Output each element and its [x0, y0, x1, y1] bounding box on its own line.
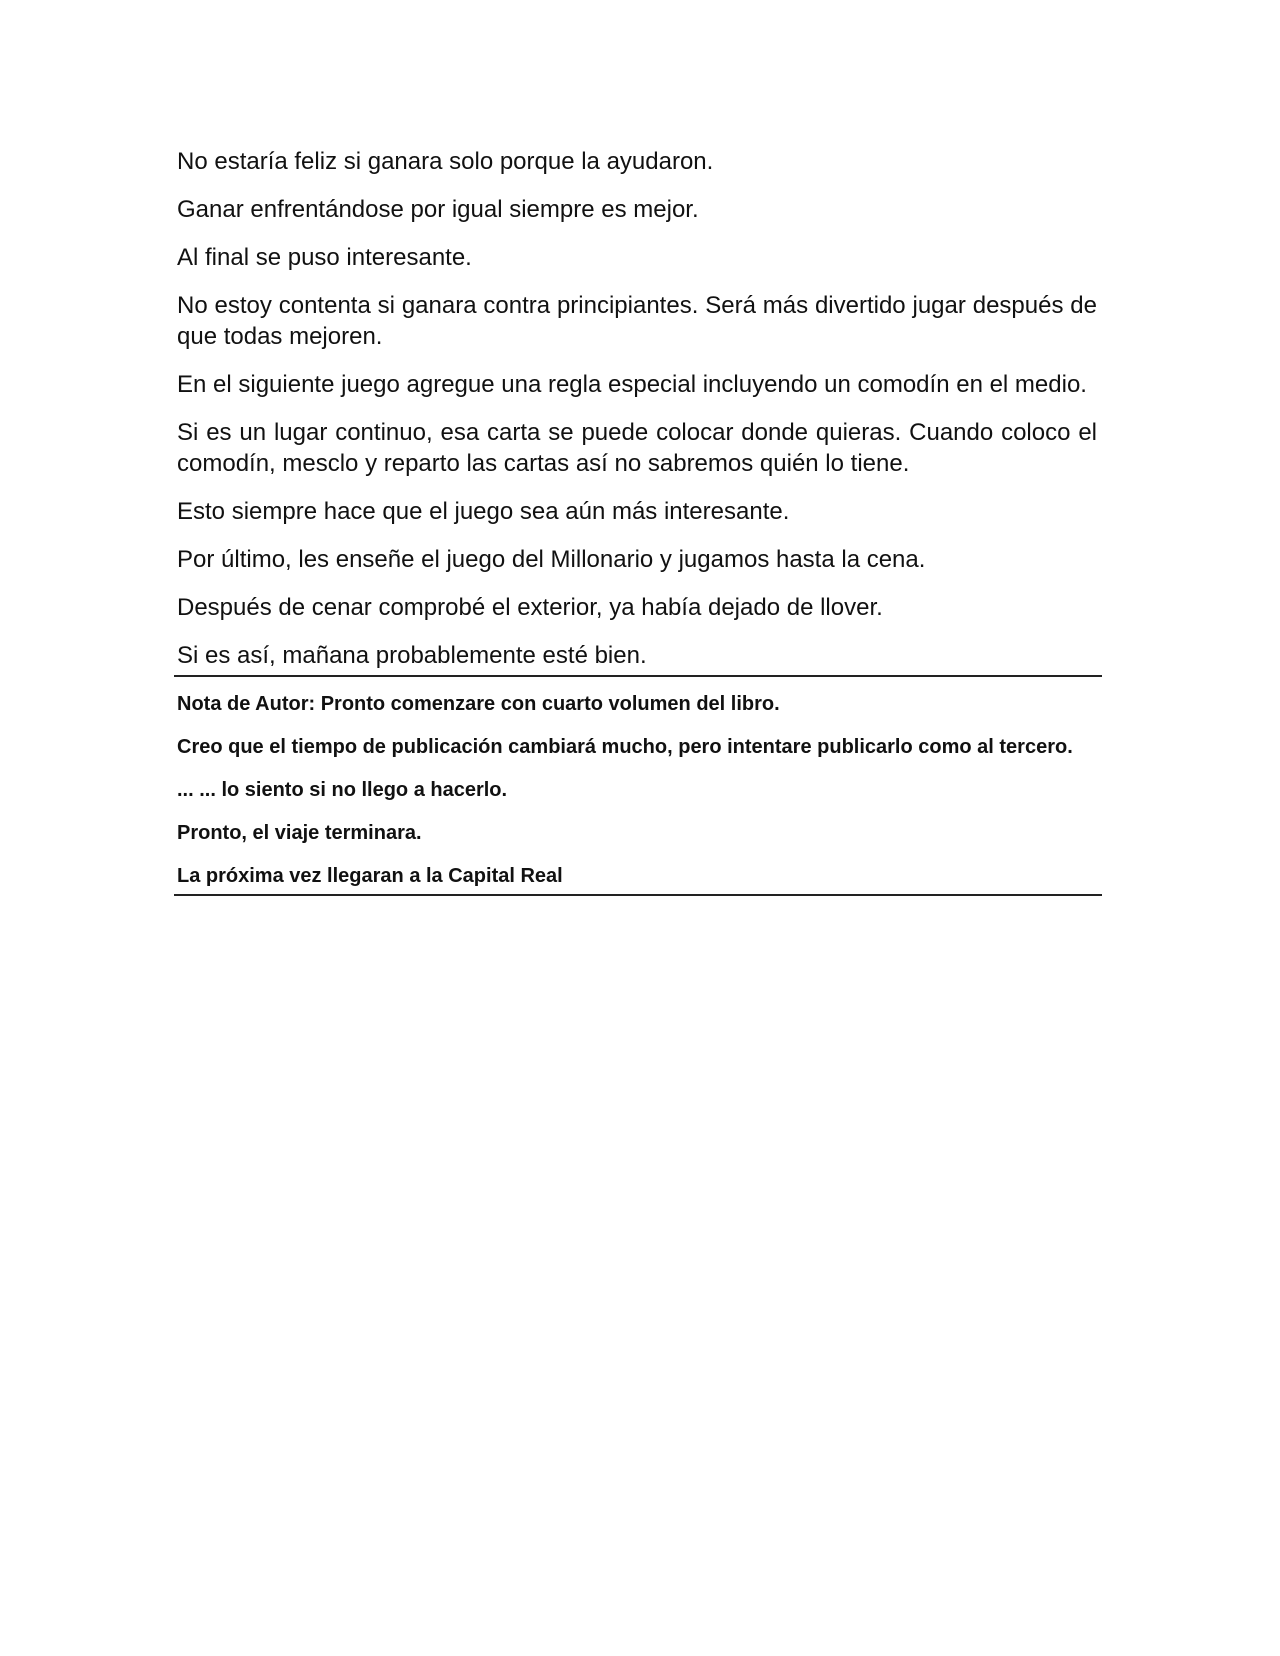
- body-paragraph-4: No estoy contenta si ganara contra principiantes. Será más divertido jugar después de que todas mejoren.: [177, 292, 1097, 350]
- author-note-line-3: ... ... lo siento si no llego a hacerlo.: [177, 779, 508, 801]
- body-paragraph-3: Al final se puso interesante.: [177, 244, 472, 271]
- page-content: [177, 146, 1097, 896]
- body-paragraph-2: Ganar enfrentándose por igual siempre es mejor.: [177, 196, 699, 223]
- author-note-line-4: Pronto, el viaje terminara.: [177, 822, 422, 844]
- body-paragraph-1: No estaría feliz si ganara solo porque la ayudaron.: [177, 148, 714, 175]
- author-note-line-5: La próxima vez llegaran a la Capital Real: [177, 865, 563, 887]
- body-paragraph-5: En el siguiente juego agregue una regla especial incluyendo un comodín en el medio.: [177, 371, 1087, 398]
- author-note-line-1: Nota de Autor: Pronto comenzare con cuarto volumen del libro.: [177, 693, 780, 715]
- body-paragraph-7: Esto siempre hace que el juego sea aún más interesante.: [177, 498, 790, 525]
- body-paragraph-6: Si es un lugar continuo, esa carta se puede colocar donde quieras. Cuando coloco el comodín, mesclo y reparto las cartas así no sabremos quién lo tiene.: [177, 419, 1097, 477]
- author-note-bottom-divider: [174, 894, 1102, 896]
- body-paragraph-10: Si es así, mañana probablemente esté bien.: [177, 642, 647, 669]
- author-note-line-2: Creo que el tiempo de publicación cambiará mucho, pero intentare publicarlo como al tercero.: [177, 736, 1073, 758]
- author-note: [177, 677, 1097, 889]
- body-paragraph-9: Después de cenar comprobé el exterior, ya había dejado de llover.: [177, 594, 883, 621]
- body-paragraph-8: Por último, les enseñe el juego del Millonario y jugamos hasta la cena.: [177, 546, 926, 573]
